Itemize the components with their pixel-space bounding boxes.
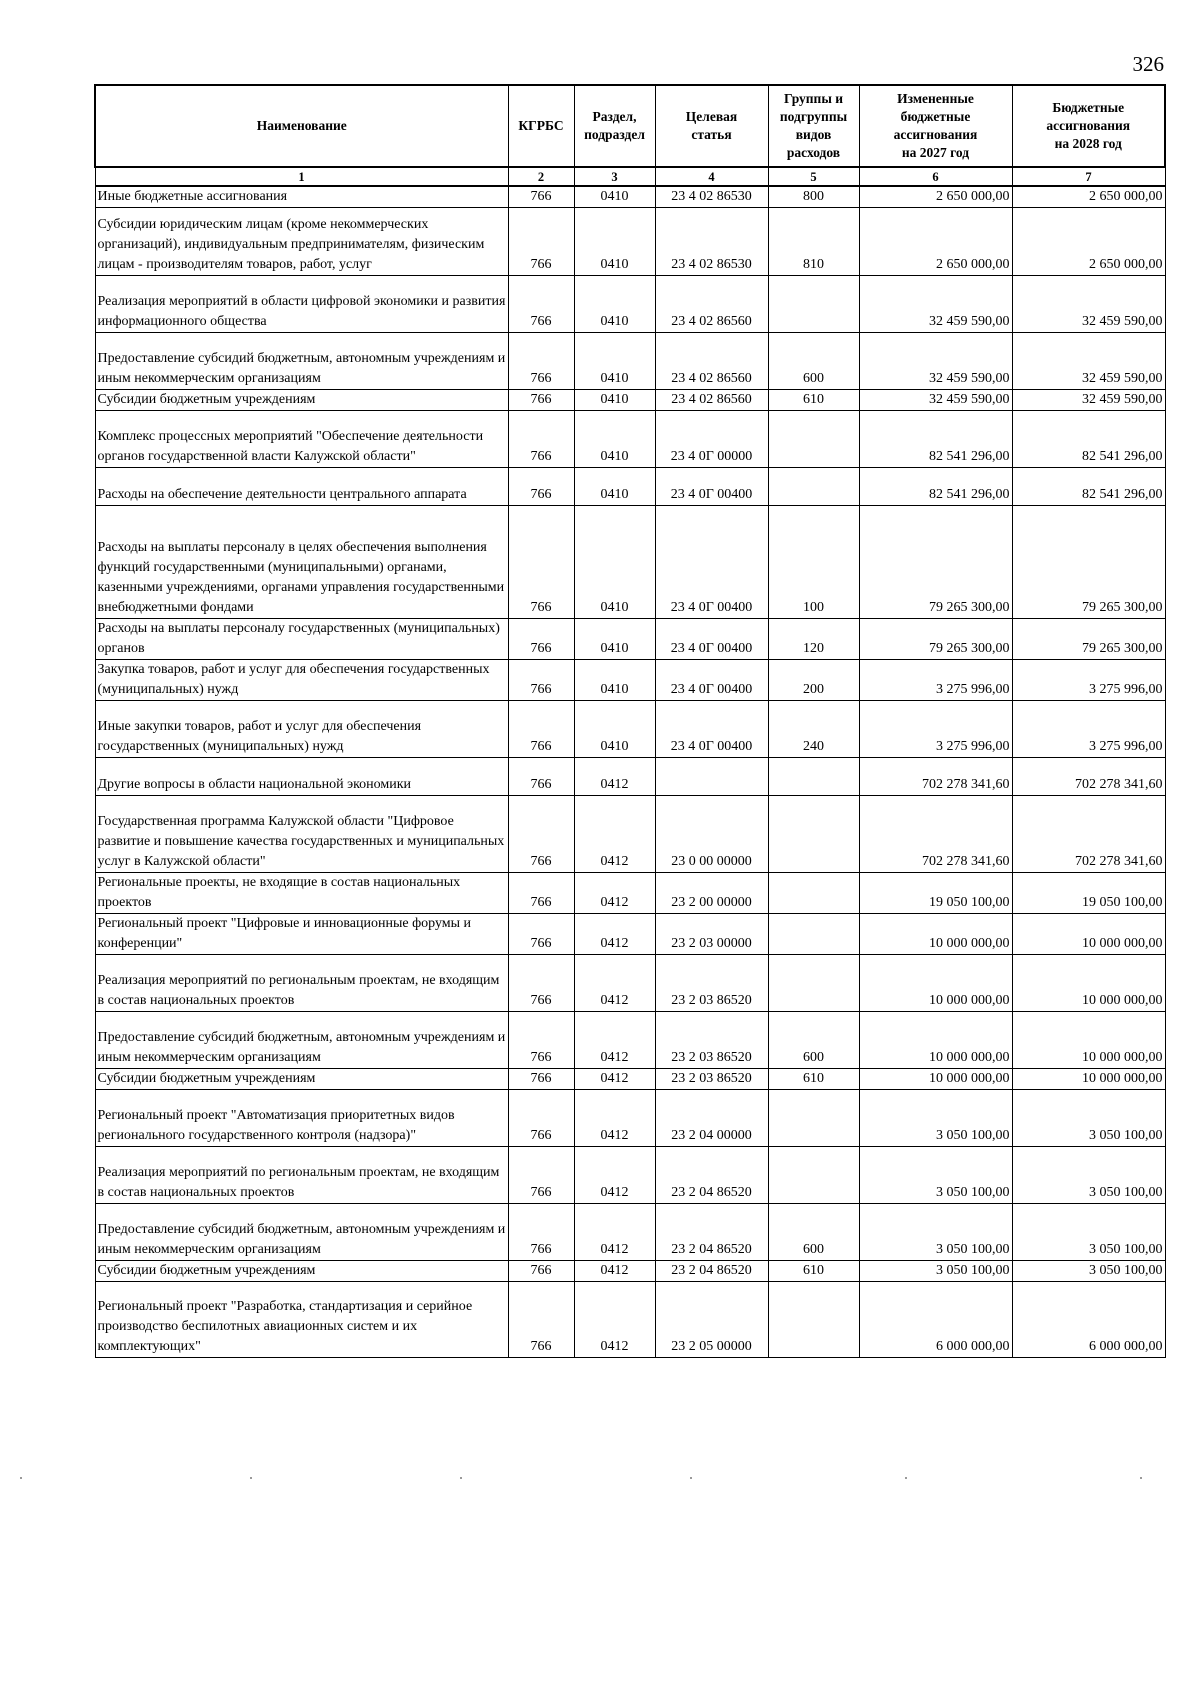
table-row (95, 276, 1165, 333)
cell-section: 0412 (574, 1261, 655, 1282)
cell-allocation-2027: 3 050 100,00 (859, 1147, 1012, 1204)
cell-section: 0412 (574, 758, 655, 796)
cell-name: Иные закупки товаров, работ и услуг для обеспечения государственных (муниципальных) нужд (95, 701, 508, 758)
cell-allocation-2027: 702 278 341,60 (859, 758, 1012, 796)
table-body (95, 186, 1165, 1358)
cell-allocation-2027: 82 541 296,00 (859, 411, 1012, 468)
table-row (95, 208, 1165, 276)
cell-name: Государственная программа Калужской области "Цифровое развитие и повышение качества государственных и муниципальных услуг в Калужской области" (95, 796, 508, 873)
cell-allocation-2028: 702 278 341,60 (1012, 758, 1165, 796)
table-row (95, 411, 1165, 468)
cell-allocation-2027: 2 650 000,00 (859, 208, 1012, 276)
cell-allocation-2028: 79 265 300,00 (1012, 506, 1165, 619)
cell-expense-group: 600 (768, 1204, 859, 1261)
cell-target-article: 23 4 02 86560 (655, 333, 768, 390)
cell-allocation-2028: 10 000 000,00 (1012, 914, 1165, 955)
cell-kgrbs: 766 (508, 1261, 574, 1282)
cell-section: 0412 (574, 1012, 655, 1069)
cell-name: Субсидии бюджетным учреждениям (95, 390, 508, 411)
cell-allocation-2027: 3 275 996,00 (859, 660, 1012, 701)
cell-target-article: 23 2 03 86520 (655, 955, 768, 1012)
table-row (95, 955, 1165, 1012)
cell-expense-group: 600 (768, 333, 859, 390)
cell-kgrbs: 766 (508, 468, 574, 506)
table-row (95, 619, 1165, 660)
cell-kgrbs: 766 (508, 1282, 574, 1358)
table-row (95, 186, 1165, 208)
table-row (95, 1147, 1165, 1204)
cell-kgrbs: 766 (508, 1069, 574, 1090)
cell-expense-group (768, 873, 859, 914)
cell-name: Закупка товаров, работ и услуг для обеспечения государственных (муниципальных) нужд (95, 660, 508, 701)
table-row (95, 1012, 1165, 1069)
table-row (95, 1069, 1165, 1090)
scan-noise-dots (0, 1477, 1200, 1481)
cell-section: 0412 (574, 1204, 655, 1261)
cell-section: 0412 (574, 796, 655, 873)
cell-name: Расходы на выплаты персоналу государственных (муниципальных) органов (95, 619, 508, 660)
cell-expense-group (768, 914, 859, 955)
cell-target-article: 23 2 04 86520 (655, 1261, 768, 1282)
cell-allocation-2027: 2 650 000,00 (859, 186, 1012, 208)
cell-allocation-2028: 3 050 100,00 (1012, 1261, 1165, 1282)
cell-allocation-2028: 79 265 300,00 (1012, 619, 1165, 660)
cell-target-article: 23 2 04 86520 (655, 1147, 768, 1204)
cell-allocation-2028: 3 050 100,00 (1012, 1090, 1165, 1147)
header-allocation-2027: Измененные бюджетные ассигнования на 2027 год (859, 85, 1012, 167)
table-row (95, 873, 1165, 914)
cell-kgrbs: 766 (508, 796, 574, 873)
cell-kgrbs: 766 (508, 276, 574, 333)
cell-allocation-2028: 10 000 000,00 (1012, 1012, 1165, 1069)
cell-allocation-2027: 32 459 590,00 (859, 333, 1012, 390)
cell-kgrbs: 766 (508, 914, 574, 955)
column-number: 3 (574, 167, 655, 186)
column-number: 4 (655, 167, 768, 186)
cell-allocation-2028: 32 459 590,00 (1012, 276, 1165, 333)
table-row (95, 796, 1165, 873)
cell-allocation-2027: 79 265 300,00 (859, 619, 1012, 660)
cell-target-article: 23 2 05 00000 (655, 1282, 768, 1358)
cell-target-article: 23 4 0Г 00400 (655, 468, 768, 506)
cell-section: 0412 (574, 1069, 655, 1090)
cell-section: 0410 (574, 390, 655, 411)
cell-kgrbs: 766 (508, 955, 574, 1012)
cell-kgrbs: 766 (508, 390, 574, 411)
cell-kgrbs: 766 (508, 758, 574, 796)
budget-allocation-table (94, 84, 1166, 1358)
column-number: 6 (859, 167, 1012, 186)
cell-section: 0412 (574, 1282, 655, 1358)
cell-section: 0410 (574, 619, 655, 660)
cell-expense-group: 200 (768, 660, 859, 701)
cell-expense-group (768, 411, 859, 468)
header-section: Раздел, подраздел (574, 85, 655, 167)
cell-allocation-2027: 10 000 000,00 (859, 955, 1012, 1012)
cell-name: Предоставление субсидий бюджетным, автономным учреждениям и иным некоммерческим организациям (95, 1204, 508, 1261)
cell-target-article: 23 0 00 00000 (655, 796, 768, 873)
cell-section: 0410 (574, 276, 655, 333)
cell-kgrbs: 766 (508, 660, 574, 701)
cell-expense-group (768, 468, 859, 506)
cell-kgrbs: 766 (508, 186, 574, 208)
cell-section: 0412 (574, 1147, 655, 1204)
cell-target-article: 23 2 03 00000 (655, 914, 768, 955)
cell-allocation-2027: 10 000 000,00 (859, 914, 1012, 955)
cell-name: Комплекс процессных мероприятий "Обеспечение деятельности органов государственной власти Калужской области" (95, 411, 508, 468)
page-number: 326 (1132, 52, 1164, 76)
cell-allocation-2027: 32 459 590,00 (859, 276, 1012, 333)
cell-target-article: 23 2 04 86520 (655, 1204, 768, 1261)
cell-allocation-2027: 6 000 000,00 (859, 1282, 1012, 1358)
cell-section: 0410 (574, 186, 655, 208)
cell-target-article (655, 758, 768, 796)
table-row (95, 1204, 1165, 1261)
cell-allocation-2027: 79 265 300,00 (859, 506, 1012, 619)
cell-section: 0410 (574, 468, 655, 506)
column-number-row (95, 167, 1165, 186)
cell-name: Расходы на выплаты персоналу в целях обеспечения выполнения функций государственными (муниципальными) органами, казенными учреждениями, органами управления государственными внебюджетными фондами (95, 506, 508, 619)
cell-expense-group (768, 955, 859, 1012)
table-row (95, 758, 1165, 796)
cell-expense-group (768, 758, 859, 796)
cell-kgrbs: 766 (508, 619, 574, 660)
cell-target-article: 23 2 00 00000 (655, 873, 768, 914)
cell-allocation-2027: 3 050 100,00 (859, 1204, 1012, 1261)
cell-target-article: 23 4 0Г 00400 (655, 701, 768, 758)
cell-allocation-2027: 702 278 341,60 (859, 796, 1012, 873)
cell-allocation-2028: 10 000 000,00 (1012, 1069, 1165, 1090)
cell-allocation-2027: 3 050 100,00 (859, 1261, 1012, 1282)
table-row (95, 333, 1165, 390)
cell-name: Субсидии юридическим лицам (кроме некоммерческих организаций), индивидуальным предпринимателям, физическим лицам - производителям товаров, работ, услуг (95, 208, 508, 276)
cell-expense-group: 600 (768, 1012, 859, 1069)
cell-allocation-2028: 10 000 000,00 (1012, 955, 1165, 1012)
table-row (95, 1261, 1165, 1282)
cell-kgrbs: 766 (508, 873, 574, 914)
cell-name: Региональный проект "Цифровые и инновационные форумы и конференции" (95, 914, 508, 955)
cell-name: Предоставление субсидий бюджетным, автономным учреждениям и иным некоммерческим организациям (95, 1012, 508, 1069)
cell-expense-group: 240 (768, 701, 859, 758)
cell-allocation-2028: 2 650 000,00 (1012, 208, 1165, 276)
table-row (95, 1282, 1165, 1358)
header-name: Наименование (95, 85, 508, 167)
header-target-article: Целевая статья (655, 85, 768, 167)
cell-allocation-2027: 10 000 000,00 (859, 1069, 1012, 1090)
cell-expense-group (768, 796, 859, 873)
cell-allocation-2028: 3 275 996,00 (1012, 701, 1165, 758)
column-number: 1 (95, 167, 508, 186)
cell-kgrbs: 766 (508, 1204, 574, 1261)
cell-expense-group (768, 1090, 859, 1147)
cell-kgrbs: 766 (508, 411, 574, 468)
cell-name: Реализация мероприятий в области цифровой экономики и развития информационного общества (95, 276, 508, 333)
cell-name: Другие вопросы в области национальной экономики (95, 758, 508, 796)
cell-expense-group (768, 1282, 859, 1358)
table-row (95, 660, 1165, 701)
column-number: 5 (768, 167, 859, 186)
cell-kgrbs: 766 (508, 1090, 574, 1147)
cell-target-article: 23 4 02 86560 (655, 276, 768, 333)
cell-name: Реализация мероприятий по региональным проектам, не входящим в состав национальных проектов (95, 1147, 508, 1204)
cell-name: Региональные проекты, не входящие в состав национальных проектов (95, 873, 508, 914)
cell-allocation-2027: 10 000 000,00 (859, 1012, 1012, 1069)
cell-expense-group: 610 (768, 1261, 859, 1282)
cell-section: 0412 (574, 873, 655, 914)
cell-name: Региональный проект "Автоматизация приоритетных видов регионального государственного контроля (надзора)" (95, 1090, 508, 1147)
cell-kgrbs: 766 (508, 208, 574, 276)
cell-expense-group: 810 (768, 208, 859, 276)
cell-target-article: 23 2 03 86520 (655, 1069, 768, 1090)
cell-kgrbs: 766 (508, 1012, 574, 1069)
cell-allocation-2028: 2 650 000,00 (1012, 186, 1165, 208)
cell-target-article: 23 4 0Г 00400 (655, 506, 768, 619)
table-header-row (95, 85, 1165, 167)
cell-kgrbs: 766 (508, 1147, 574, 1204)
cell-allocation-2028: 3 275 996,00 (1012, 660, 1165, 701)
table-row (95, 701, 1165, 758)
cell-section: 0410 (574, 411, 655, 468)
cell-name: Субсидии бюджетным учреждениям (95, 1069, 508, 1090)
cell-expense-group (768, 276, 859, 333)
cell-expense-group: 100 (768, 506, 859, 619)
cell-expense-group: 800 (768, 186, 859, 208)
cell-name: Предоставление субсидий бюджетным, автономным учреждениям и иным некоммерческим организациям (95, 333, 508, 390)
cell-expense-group: 120 (768, 619, 859, 660)
header-allocation-2028: Бюджетные ассигнования на 2028 год (1012, 85, 1165, 167)
cell-allocation-2027: 3 275 996,00 (859, 701, 1012, 758)
cell-name: Региональный проект "Разработка, стандартизация и серийное производство беспилотных авиационных систем и их комплектующих" (95, 1282, 508, 1358)
cell-target-article: 23 4 0Г 00400 (655, 660, 768, 701)
table-row (95, 1090, 1165, 1147)
table-row (95, 468, 1165, 506)
cell-allocation-2028: 3 050 100,00 (1012, 1204, 1165, 1261)
cell-target-article: 23 4 0Г 00400 (655, 619, 768, 660)
cell-section: 0410 (574, 701, 655, 758)
cell-section: 0410 (574, 506, 655, 619)
cell-kgrbs: 766 (508, 333, 574, 390)
cell-allocation-2028: 32 459 590,00 (1012, 333, 1165, 390)
cell-section: 0412 (574, 914, 655, 955)
column-number: 2 (508, 167, 574, 186)
cell-section: 0412 (574, 1090, 655, 1147)
cell-allocation-2028: 6 000 000,00 (1012, 1282, 1165, 1358)
cell-allocation-2028: 82 541 296,00 (1012, 468, 1165, 506)
table-row (95, 914, 1165, 955)
cell-allocation-2028: 82 541 296,00 (1012, 411, 1165, 468)
cell-allocation-2027: 82 541 296,00 (859, 468, 1012, 506)
cell-target-article: 23 4 0Г 00000 (655, 411, 768, 468)
cell-allocation-2028: 19 050 100,00 (1012, 873, 1165, 914)
header-kgrbs: КГРБС (508, 85, 574, 167)
cell-section: 0412 (574, 955, 655, 1012)
column-number: 7 (1012, 167, 1165, 186)
cell-allocation-2027: 19 050 100,00 (859, 873, 1012, 914)
cell-name: Реализация мероприятий по региональным проектам, не входящим в состав национальных проектов (95, 955, 508, 1012)
cell-target-article: 23 4 02 86530 (655, 208, 768, 276)
cell-allocation-2027: 3 050 100,00 (859, 1090, 1012, 1147)
cell-expense-group: 610 (768, 1069, 859, 1090)
cell-section: 0410 (574, 333, 655, 390)
cell-target-article: 23 4 02 86530 (655, 186, 768, 208)
cell-kgrbs: 766 (508, 701, 574, 758)
table-row (95, 506, 1165, 619)
cell-allocation-2028: 3 050 100,00 (1012, 1147, 1165, 1204)
cell-name: Иные бюджетные ассигнования (95, 186, 508, 208)
header-expense-group: Группы и подгруппы видов расходов (768, 85, 859, 167)
cell-name: Субсидии бюджетным учреждениям (95, 1261, 508, 1282)
cell-expense-group (768, 1147, 859, 1204)
cell-allocation-2027: 32 459 590,00 (859, 390, 1012, 411)
cell-section: 0410 (574, 660, 655, 701)
table-row (95, 390, 1165, 411)
cell-kgrbs: 766 (508, 506, 574, 619)
cell-target-article: 23 2 04 00000 (655, 1090, 768, 1147)
cell-allocation-2028: 32 459 590,00 (1012, 390, 1165, 411)
cell-target-article: 23 4 02 86560 (655, 390, 768, 411)
cell-section: 0410 (574, 208, 655, 276)
cell-expense-group: 610 (768, 390, 859, 411)
cell-allocation-2028: 702 278 341,60 (1012, 796, 1165, 873)
cell-target-article: 23 2 03 86520 (655, 1012, 768, 1069)
cell-name: Расходы на обеспечение деятельности центрального аппарата (95, 468, 508, 506)
